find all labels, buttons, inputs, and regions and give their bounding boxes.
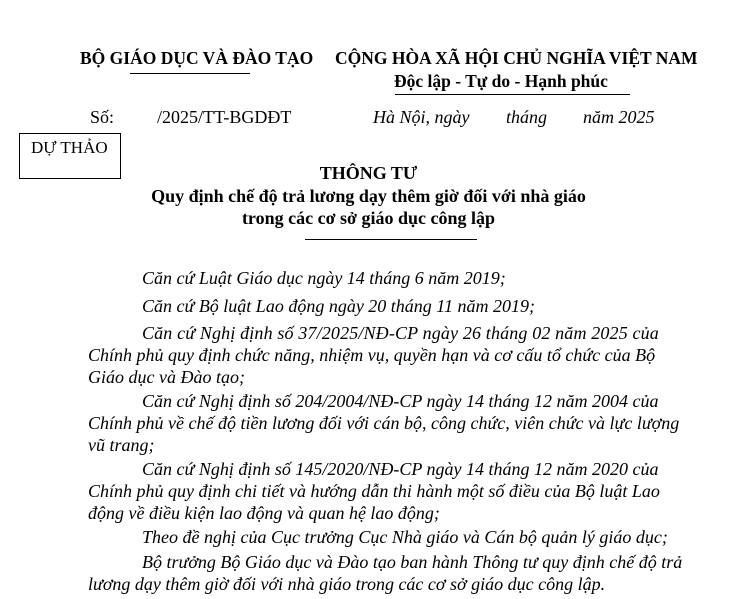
place-date-month: tháng <box>506 107 548 127</box>
title-underline <box>305 239 477 240</box>
doc-title-line1: Quy định chế độ trả lương dạy thêm giờ đối với nhà giáo <box>151 186 586 206</box>
basis-line-4c: vũ trang; <box>88 435 155 455</box>
motto-underline <box>395 94 630 95</box>
promulgation-line-b: lương dạy thêm giờ đối với nhà giáo trong các cơ sở giáo dục công lập. <box>88 574 606 594</box>
proposal-line: Theo đề nghị của Cục trưởng Cục Nhà giáo và Cán bộ quản lý giáo dục; <box>142 527 668 547</box>
basis-line-1: Căn cứ Luật Giáo dục ngày 14 tháng 6 năm 2019; <box>142 268 506 288</box>
republic-name: CỘNG HÒA XÃ HỘI CHỦ NGHĨA VIỆT NAM <box>335 48 698 68</box>
national-motto: Độc lập - Tự do - Hạnh phúc <box>394 71 608 91</box>
draft-label: DỰ THẢO <box>31 138 108 157</box>
place-date-day: Hà Nội, ngày <box>373 107 470 127</box>
basis-line-5c: động về điều kiện lao động và quan hệ lao động; <box>88 503 440 523</box>
doc-number-label: Số: <box>90 107 115 127</box>
basis-line-3b: Chính phủ quy định chức năng, nhiệm vụ, quyền hạn và cơ cấu tổ chức của Bộ <box>88 345 656 365</box>
ministry-underline <box>130 73 250 74</box>
ministry-name: BỘ GIÁO DỤC VÀ ĐÀO TẠO <box>80 48 314 68</box>
basis-line-5a: Căn cứ Nghị định số 145/2020/NĐ-CP ngày 14 tháng 12 năm 2020 của <box>142 459 659 479</box>
basis-line-4b: Chính phủ về chế độ tiền lương đối với cán bộ, công chức, viên chức và lực lượng <box>88 413 680 433</box>
doc-number: /2025/TT-BGDĐT <box>157 107 292 127</box>
basis-line-5b: Chính phủ quy định chi tiết và hướng dẫn thi hành một số điều của Bộ luật Lao <box>88 481 660 501</box>
basis-line-3c: Giáo dục và Đào tạo; <box>88 367 245 387</box>
doc-title-line2: trong các cơ sở giáo dục công lập <box>241 208 496 228</box>
promulgation-line-a: Bộ trưởng Bộ Giáo dục và Đào tạo ban hành Thông tư quy định chế độ trả <box>142 552 683 572</box>
basis-line-3a: Căn cứ Nghị định số 37/2025/NĐ-CP ngày 26 tháng 02 năm 2025 của <box>142 323 659 343</box>
doc-type: THÔNG TƯ <box>319 163 418 183</box>
place-date-year: năm 2025 <box>583 107 655 127</box>
basis-line-2: Căn cứ Bộ luật Lao động ngày 20 tháng 11 năm 2019; <box>142 296 535 316</box>
basis-line-4a: Căn cứ Nghị định số 204/2004/NĐ-CP ngày 14 tháng 12 năm 2004 của <box>142 391 659 411</box>
